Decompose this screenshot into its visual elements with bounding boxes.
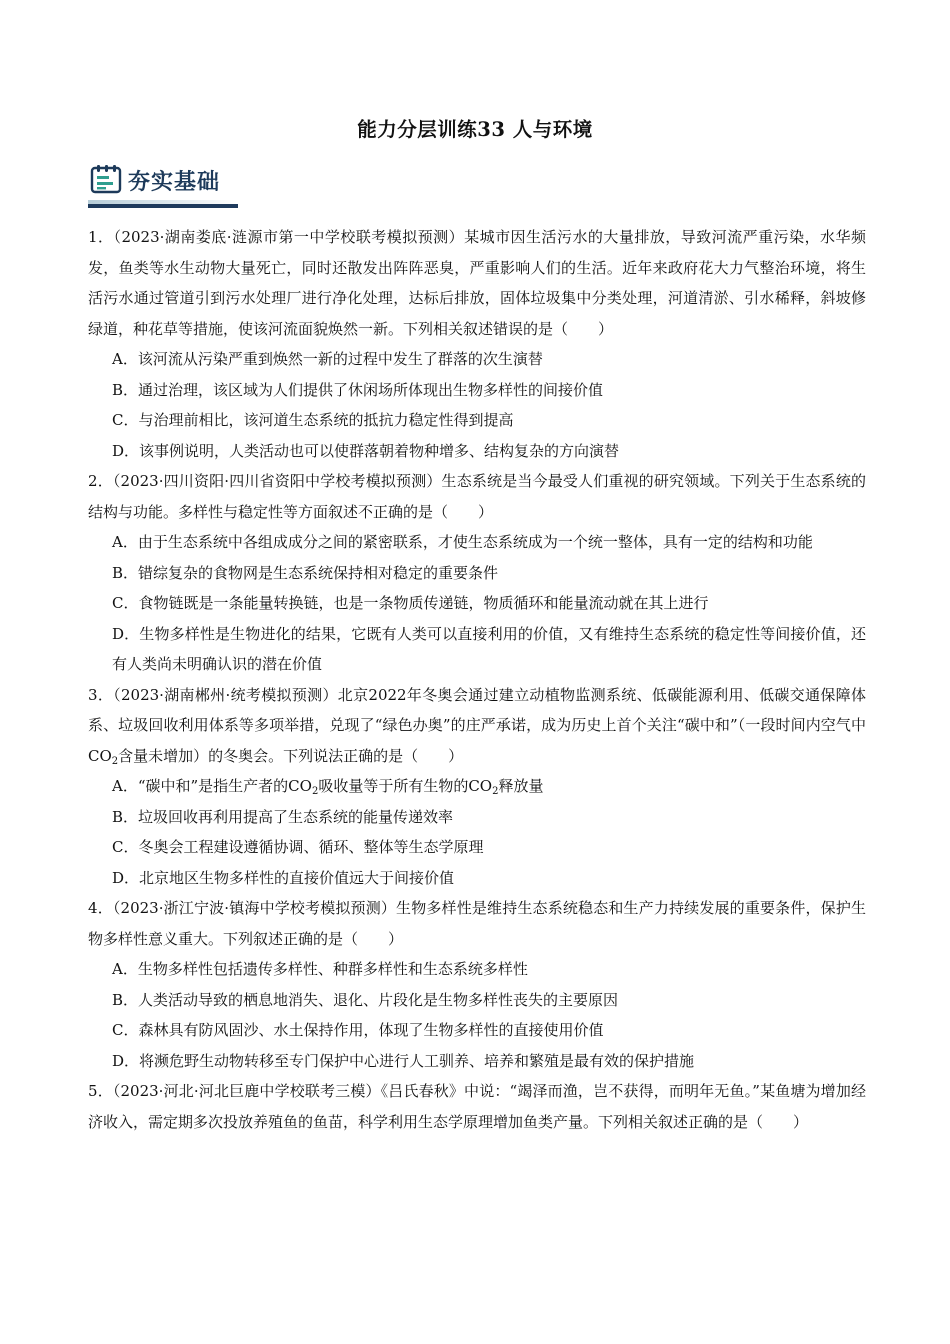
option-b: B．垃圾回收再利用提高了生态系统的能量传递效率 xyxy=(112,807,454,826)
option-d: D．将濒危野生动物转移至专门保护中心进行人工驯养、培养和繁殖是最有效的保护措施 xyxy=(112,1051,695,1070)
option-a: A．该河流从污染严重到焕然一新的过程中发生了群落的次生演替 xyxy=(112,350,543,368)
option-d: D．生物多样性是生物进化的结果，它既有人类可以直接利用的价值，又有维持生态系统的稳定性等间接价值，还有人类尚未明确认识的潜在价值 xyxy=(112,624,866,673)
question-4 xyxy=(88,893,866,1076)
section-rule xyxy=(88,204,238,208)
page-title: 能力分层训练33 人与环境 xyxy=(357,118,593,141)
question-2 xyxy=(88,466,866,680)
notepad-icon xyxy=(90,164,124,194)
question-1 xyxy=(88,222,866,466)
option-c: C．冬奥会工程建设遵循协调、循环、整体等生态学原理 xyxy=(112,838,484,856)
option-c: C．食物链既是一条能量转换链，也是一条物质传递链，物质循环和能量流动就在其上进行 xyxy=(112,594,709,612)
option-a: A．“碳中和”是指生产者的$CO_2$吸收量等于所有生物的$CO_2$释放量 xyxy=(112,777,544,797)
section-header xyxy=(88,162,238,212)
option-b: B．人类活动导致的栖息地消失、退化、片段化是生物多样性丧失的主要原因 xyxy=(112,990,619,1009)
question-3 xyxy=(88,680,866,894)
question-stem: 2．（2023·四川资阳·四川省资阳中学校考模拟预测）生态系统是当今最受人们重视的研究领域。下列关于生态系统的结构与功能。多样性与稳定性等方面叙述不正确的是（ ） xyxy=(88,472,866,521)
option-a: A．由于生态系统中各组成成分之间的紧密联系，才使生态系统成为一个统一整体，具有一定的结构和功能 xyxy=(112,533,813,551)
option-d: D．北京地区生物多样性的直接价值远大于间接价值 xyxy=(112,868,455,887)
option-c: C．与治理前相比，该河道生态系统的抵抗力稳定性得到提高 xyxy=(112,411,514,429)
question-stem: 5．（2023·河北·河北巨鹿中学校联考三模）《吕氏春秋》中说：“竭泽而渔，岂不获得，而明年无鱼。”某鱼塘为增加经济收入，需定期多次投放养殖鱼的鱼苗，科学利用生态学原理增加鱼类产量。下列相关叙述正确的是（ ） xyxy=(88,1082,866,1131)
option-b: B．错综复杂的食物网是生态系统保持相对稳定的重要条件 xyxy=(112,563,499,582)
option-c: C．森林具有防风固沙、水土保持作用，体现了生物多样性的直接使用价值 xyxy=(112,1021,604,1039)
question-stem: 3．（2023·湖南郴州·统考模拟预测）北京2022年冬奥会通过建立动植物监测系统、低碳能源利用、低碳交通保障体系、垃圾回收利用体系等多项举措，兑现了“绿色办奥”的庄严承诺，成为历史上首个关注“碳中和”（一段时间内空气中$CO_2$含量未增加）的冬奥会。下列说法正确的是（ ） xyxy=(88,685,866,767)
option-d: D．该事例说明，人类活动也可以使群落朝着物种增多、结构复杂的方向演替 xyxy=(112,441,620,460)
question-stem: 4．（2023·浙江宁波·镇海中学校考模拟预测）生物多样性是维持生态系统稳态和生产力持续发展的重要条件，保护生物多样性意义重大。下列叙述正确的是（ ） xyxy=(88,899,866,948)
question-stem: 1．（2023·湖南娄底·涟源市第一中学校联考模拟预测）某城市因生活污水的大量排放，导致河流严重污染，水华频发，鱼类等水生动物大量死亡，同时还散发出阵阵恶臭，严重影响人们的生活。近年来政府花大力气整治环境，将生活污水通过管道引到污水处理厂进行净化处理，达标后排放，固体垃圾集中分类处理，河道清淤、引水稀释，斜坡修绿道，种花草等措施，使该河流面貌焕然一新。下列相关叙述错误的是（ ） xyxy=(88,228,866,338)
option-a: A．生物多样性包括遗传多样性、种群多样性和生态系统多样性 xyxy=(112,960,528,978)
question-list xyxy=(88,222,866,1137)
section-title: 夯实基础 xyxy=(128,170,221,195)
option-b: B．通过治理，该区域为人们提供了休闲场所体现出生物多样性的间接价值 xyxy=(112,380,604,399)
question-5 xyxy=(88,1076,866,1137)
